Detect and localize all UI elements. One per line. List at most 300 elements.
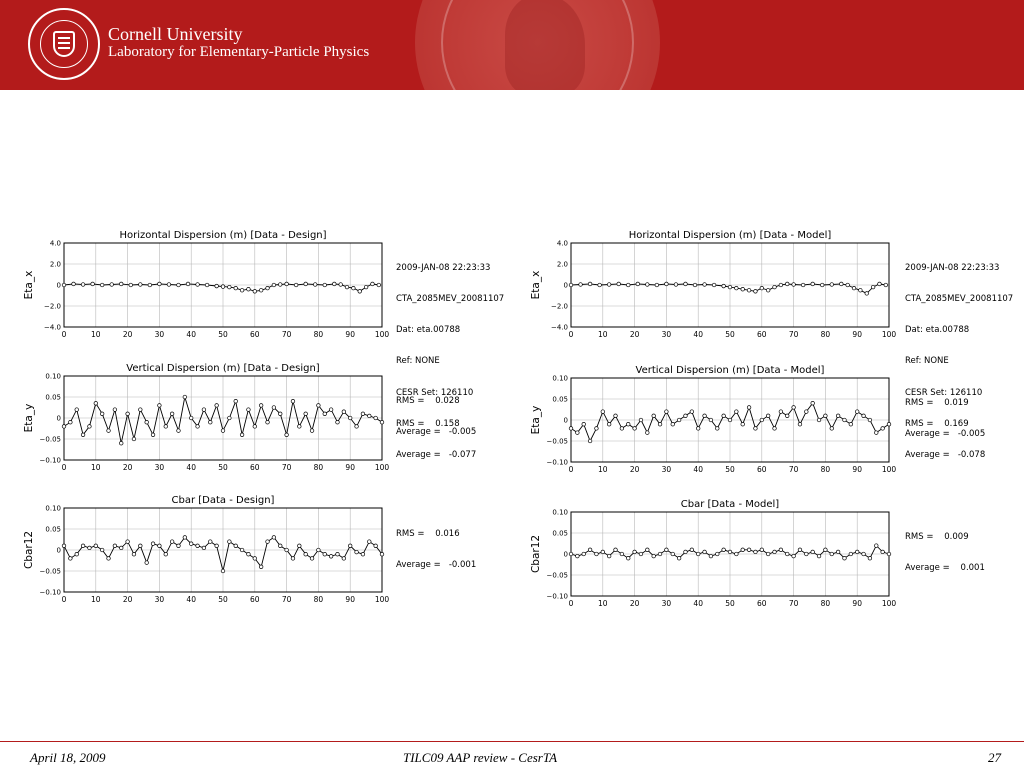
data-point: [696, 427, 700, 431]
data-point: [754, 550, 758, 554]
data-point: [617, 282, 621, 286]
data-point: [110, 283, 114, 287]
info-right-mid: [905, 377, 985, 450]
x-tick-label: 100: [374, 463, 390, 472]
data-point: [94, 544, 98, 548]
data-point: [677, 556, 681, 560]
data-point: [824, 414, 828, 418]
data-point: [361, 552, 365, 556]
data-point: [132, 552, 136, 556]
x-tick-label: 40: [186, 463, 196, 472]
data-point: [773, 285, 777, 289]
data-point: [665, 548, 669, 552]
data-point: [278, 544, 282, 548]
laboratory-name: Laboratory for Elementary-Particle Physics: [108, 44, 370, 60]
data-point: [189, 416, 193, 420]
data-point: [215, 544, 219, 548]
y-tick-label: 2.0: [556, 260, 568, 269]
data-point: [598, 283, 602, 287]
data-point: [247, 408, 251, 412]
data-point: [100, 283, 104, 287]
data-point: [208, 540, 212, 544]
data-point: [317, 548, 321, 552]
y-tick-label: 0: [56, 281, 61, 290]
footer-rule: [0, 741, 1024, 742]
data-point: [333, 282, 337, 286]
x-tick-label: 90: [852, 599, 862, 608]
y-tick-label: 0: [56, 546, 61, 555]
data-point: [881, 427, 885, 431]
x-tick-label: 90: [345, 330, 355, 339]
data-point: [304, 412, 308, 416]
data-point: [843, 418, 847, 422]
x-tick-label: 0: [568, 330, 574, 339]
x-tick-label: 70: [281, 463, 292, 472]
data-point: [298, 544, 302, 548]
data-point: [836, 550, 840, 554]
data-point: [352, 286, 356, 290]
data-point: [240, 548, 244, 552]
data-point: [247, 287, 251, 291]
data-point: [361, 412, 365, 416]
data-point: [145, 561, 149, 565]
data-point: [805, 410, 809, 414]
x-tick-label: 70: [788, 330, 799, 339]
x-tick-label: 90: [345, 463, 355, 472]
data-point: [684, 414, 688, 418]
data-point: [119, 282, 123, 286]
info-line: RMS = 0.019: [905, 397, 969, 408]
y-tick-label: 0.05: [552, 395, 568, 404]
shield-icon: [53, 31, 75, 57]
x-tick-label: 50: [218, 330, 228, 339]
data-point: [164, 552, 168, 556]
chart-svg-5: [527, 494, 897, 612]
data-point: [81, 283, 85, 287]
chart-vertical-design: [20, 358, 390, 476]
data-point: [88, 425, 92, 429]
medal-profile: [505, 0, 585, 90]
y-tick-label: −0.10: [39, 456, 61, 465]
data-point: [221, 569, 225, 573]
data-point: [865, 292, 869, 296]
y-axis-label: Eta_y: [23, 403, 35, 433]
data-point: [374, 416, 378, 420]
data-point: [785, 414, 789, 418]
data-point: [830, 552, 834, 556]
chart-title: Vertical Dispersion (m) [Data - Design]: [126, 363, 320, 374]
data-point: [735, 286, 739, 290]
data-point: [339, 283, 343, 287]
footer-title: TILC09 AAP review - CesrTA: [403, 750, 558, 765]
data-point: [728, 550, 732, 554]
data-point: [253, 425, 257, 429]
data-point: [868, 556, 872, 560]
data-point: [579, 283, 583, 287]
data-point: [119, 546, 123, 550]
x-tick-label: 0: [61, 595, 67, 604]
data-point: [323, 283, 327, 287]
y-tick-label: −0.05: [39, 567, 61, 576]
data-point: [620, 552, 624, 556]
data-point: [355, 425, 359, 429]
data-point: [167, 283, 171, 287]
data-point: [234, 286, 238, 290]
chart-svg-3: [527, 360, 897, 478]
x-tick-label: 0: [568, 465, 574, 474]
data-point: [881, 550, 885, 554]
data-point: [113, 544, 117, 548]
info-right-bot: [905, 511, 985, 584]
data-point: [830, 283, 834, 287]
x-tick-label: 60: [757, 465, 767, 474]
data-point: [715, 552, 719, 556]
data-point: [62, 544, 66, 548]
university-name: Cornell University: [108, 24, 243, 44]
data-point: [294, 283, 298, 287]
data-point: [113, 408, 117, 412]
x-tick-label: 60: [250, 330, 260, 339]
info-line: RMS = 0.169: [905, 418, 969, 429]
data-point: [690, 548, 694, 552]
y-axis-label: Cbar12: [23, 530, 35, 570]
data-point: [348, 544, 352, 548]
x-tick-label: 0: [568, 599, 574, 608]
data-point: [684, 282, 688, 286]
data-point: [240, 433, 244, 437]
info-line: CESR Set: 126110: [905, 387, 983, 398]
data-point: [371, 282, 375, 286]
data-point: [196, 425, 200, 429]
info-line: Dat: eta.00788: [396, 325, 461, 336]
info-line: RMS = 0.016: [396, 528, 460, 539]
data-point: [221, 285, 225, 289]
data-point: [323, 412, 327, 416]
data-point: [639, 418, 643, 422]
data-point: [183, 395, 187, 399]
y-tick-label: −4.0: [44, 323, 61, 332]
chart-vertical-model: [527, 360, 897, 478]
data-point: [329, 408, 333, 412]
x-tick-label: 100: [374, 330, 390, 339]
x-tick-label: 100: [881, 465, 897, 474]
y-tick-label: 0.10: [45, 504, 61, 513]
y-tick-label: 4.0: [556, 239, 568, 248]
data-point: [665, 282, 669, 286]
data-point: [801, 283, 805, 287]
data-point: [259, 288, 263, 292]
y-tick-label: 4.0: [49, 239, 61, 248]
info-line: RMS = 0.028: [396, 395, 460, 406]
data-point: [773, 550, 777, 554]
x-tick-label: 40: [693, 330, 703, 339]
data-point: [266, 420, 270, 424]
data-point: [703, 550, 707, 554]
data-point: [81, 544, 85, 548]
data-point: [126, 540, 130, 544]
chart-cbar-model: [527, 494, 897, 612]
data-point: [126, 412, 130, 416]
slide-header: [0, 0, 1024, 90]
info-line: 2009-JAN-08 22:23:33: [396, 262, 491, 273]
data-point: [228, 416, 232, 420]
chart-title: Horizontal Dispersion (m) [Data - Design]: [119, 230, 327, 241]
data-point: [202, 408, 206, 412]
data-point: [107, 429, 111, 433]
data-point: [633, 550, 637, 554]
y-axis-label: Cbar12: [530, 534, 542, 574]
y-tick-label: −0.10: [546, 458, 568, 467]
data-point: [139, 544, 143, 548]
data-point: [88, 546, 92, 550]
chart-title: Vertical Dispersion (m) [Data - Model]: [635, 365, 825, 376]
x-tick-label: 0: [61, 463, 67, 472]
data-point: [652, 414, 656, 418]
data-point: [677, 418, 681, 422]
data-point: [811, 550, 815, 554]
data-point: [158, 282, 162, 286]
data-point: [760, 418, 764, 422]
data-point: [215, 404, 219, 408]
data-point: [380, 420, 384, 424]
data-point: [196, 544, 200, 548]
data-point: [75, 408, 79, 412]
x-tick-label: 60: [757, 330, 767, 339]
data-point: [342, 410, 346, 414]
data-point: [215, 284, 219, 288]
data-point: [693, 283, 697, 287]
y-tick-label: 0.10: [552, 374, 568, 383]
x-tick-label: 20: [122, 595, 133, 604]
data-point: [582, 422, 586, 426]
data-point: [266, 540, 270, 544]
x-tick-label: 70: [281, 595, 292, 604]
x-tick-label: 20: [629, 599, 640, 608]
data-point: [646, 283, 650, 287]
data-point: [278, 283, 282, 287]
y-axis-label: Eta_x: [530, 270, 542, 300]
data-point: [785, 552, 789, 556]
data-point: [674, 283, 678, 287]
data-point: [177, 429, 181, 433]
data-point: [735, 552, 739, 556]
data-point: [805, 552, 809, 556]
data-point: [798, 548, 802, 552]
data-point: [646, 431, 650, 435]
y-tick-label: −0.05: [546, 571, 568, 580]
data-point: [183, 536, 187, 540]
y-tick-label: 0: [563, 550, 568, 559]
data-point: [595, 552, 599, 556]
x-tick-label: 20: [629, 330, 640, 339]
data-point: [766, 288, 770, 292]
data-point: [329, 555, 333, 559]
data-point: [72, 282, 76, 286]
y-tick-label: −0.10: [546, 592, 568, 601]
data-point: [620, 427, 624, 431]
info-line: Average = 0.001: [905, 563, 985, 574]
x-tick-label: 30: [154, 595, 165, 604]
y-tick-label: 0: [563, 281, 568, 290]
data-point: [285, 282, 289, 286]
data-point: [728, 418, 732, 422]
data-point: [100, 548, 104, 552]
info-left-bot: [396, 508, 476, 581]
data-point: [633, 427, 637, 431]
info-line: Ref: NONE: [396, 356, 440, 367]
data-point: [377, 283, 381, 287]
data-point: [792, 554, 796, 558]
data-point: [253, 557, 257, 561]
data-point: [221, 429, 225, 433]
data-point: [304, 282, 308, 286]
data-point: [646, 548, 650, 552]
data-point: [859, 288, 863, 292]
x-tick-label: 40: [186, 330, 196, 339]
data-point: [313, 283, 317, 287]
x-tick-label: 30: [661, 330, 672, 339]
info-line: Ref: NONE: [905, 356, 949, 367]
data-point: [614, 548, 618, 552]
y-tick-label: 0.10: [552, 508, 568, 517]
x-tick-label: 10: [598, 599, 608, 608]
data-point: [304, 552, 308, 556]
x-tick-label: 50: [725, 465, 735, 474]
data-point: [189, 542, 193, 546]
data-point: [310, 429, 314, 433]
data-point: [272, 406, 276, 410]
data-point: [728, 285, 732, 289]
data-point: [569, 552, 573, 556]
chart-svg-4: [20, 490, 390, 608]
data-point: [779, 283, 783, 287]
data-point: [228, 540, 232, 544]
data-point: [849, 422, 853, 426]
data-point: [151, 542, 155, 546]
x-tick-label: 80: [313, 330, 324, 339]
info-line: Average = -0.005: [905, 429, 986, 440]
data-point: [582, 552, 586, 556]
data-point: [760, 286, 764, 290]
y-tick-label: −0.10: [39, 588, 61, 597]
data-point: [766, 414, 770, 418]
data-point: [614, 414, 618, 418]
data-point: [569, 283, 573, 287]
data-point: [709, 418, 713, 422]
data-point: [811, 282, 815, 286]
data-point: [177, 283, 181, 287]
data-point: [878, 282, 882, 286]
data-point: [374, 544, 378, 548]
chart-horizontal-design: [20, 225, 390, 343]
data-point: [151, 433, 155, 437]
data-point: [824, 548, 828, 552]
data-point: [576, 554, 580, 558]
data-point: [285, 548, 289, 552]
x-tick-label: 80: [820, 330, 831, 339]
data-point: [259, 565, 263, 569]
data-point: [278, 412, 282, 416]
data-point: [367, 414, 371, 418]
data-point: [228, 285, 232, 289]
x-tick-label: 70: [788, 599, 799, 608]
data-point: [747, 406, 751, 410]
data-point: [139, 283, 143, 287]
data-point: [840, 282, 844, 286]
data-point: [158, 404, 162, 408]
data-point: [158, 544, 162, 548]
seal-ring: [40, 20, 88, 68]
data-point: [684, 550, 688, 554]
data-point: [887, 422, 891, 426]
chart-title: Cbar [Data - Design]: [171, 495, 275, 506]
x-tick-label: 40: [186, 595, 196, 604]
x-tick-label: 100: [881, 330, 897, 339]
footer-page-number: 27: [988, 750, 1001, 765]
data-point: [754, 290, 758, 294]
data-point: [253, 290, 257, 294]
data-point: [336, 420, 340, 424]
data-point: [342, 557, 346, 561]
x-tick-label: 10: [598, 465, 608, 474]
info-line: Dat: eta.00788: [905, 325, 970, 336]
data-point: [817, 554, 821, 558]
data-point: [696, 552, 700, 556]
data-point: [291, 557, 295, 561]
data-point: [690, 410, 694, 414]
data-point: [754, 427, 758, 431]
data-point: [170, 540, 174, 544]
info-line: Average = -0.078: [905, 450, 986, 461]
y-tick-label: −0.05: [39, 435, 61, 444]
data-point: [843, 556, 847, 560]
x-tick-label: 80: [313, 463, 324, 472]
data-point: [849, 552, 853, 556]
data-point: [266, 286, 270, 290]
data-point: [874, 544, 878, 548]
data-point: [871, 285, 875, 289]
data-point: [164, 425, 168, 429]
x-tick-label: 30: [154, 463, 165, 472]
data-point: [367, 540, 371, 544]
info-line: Average = -0.077: [396, 450, 477, 461]
data-point: [741, 548, 745, 552]
data-point: [868, 418, 872, 422]
data-point: [119, 441, 123, 445]
data-point: [639, 552, 643, 556]
data-point: [792, 406, 796, 410]
chart-title: Cbar [Data - Model]: [680, 499, 780, 510]
cornell-seal-icon: [28, 8, 100, 80]
x-tick-label: 90: [852, 330, 862, 339]
chart-svg-2: [20, 358, 390, 476]
chart-svg-1: [527, 225, 897, 343]
data-point: [855, 550, 859, 554]
data-point: [177, 544, 181, 548]
y-axis-label: Eta_x: [23, 270, 35, 300]
data-point: [779, 410, 783, 414]
data-point: [588, 282, 592, 286]
chart-horizontal-model: [527, 225, 897, 343]
info-line: Average = -0.005: [396, 427, 477, 438]
data-point: [186, 282, 190, 286]
x-tick-label: 10: [91, 330, 101, 339]
data-point: [323, 552, 327, 556]
data-point: [240, 288, 244, 292]
data-point: [671, 552, 675, 556]
data-point: [785, 282, 789, 286]
data-point: [760, 548, 764, 552]
